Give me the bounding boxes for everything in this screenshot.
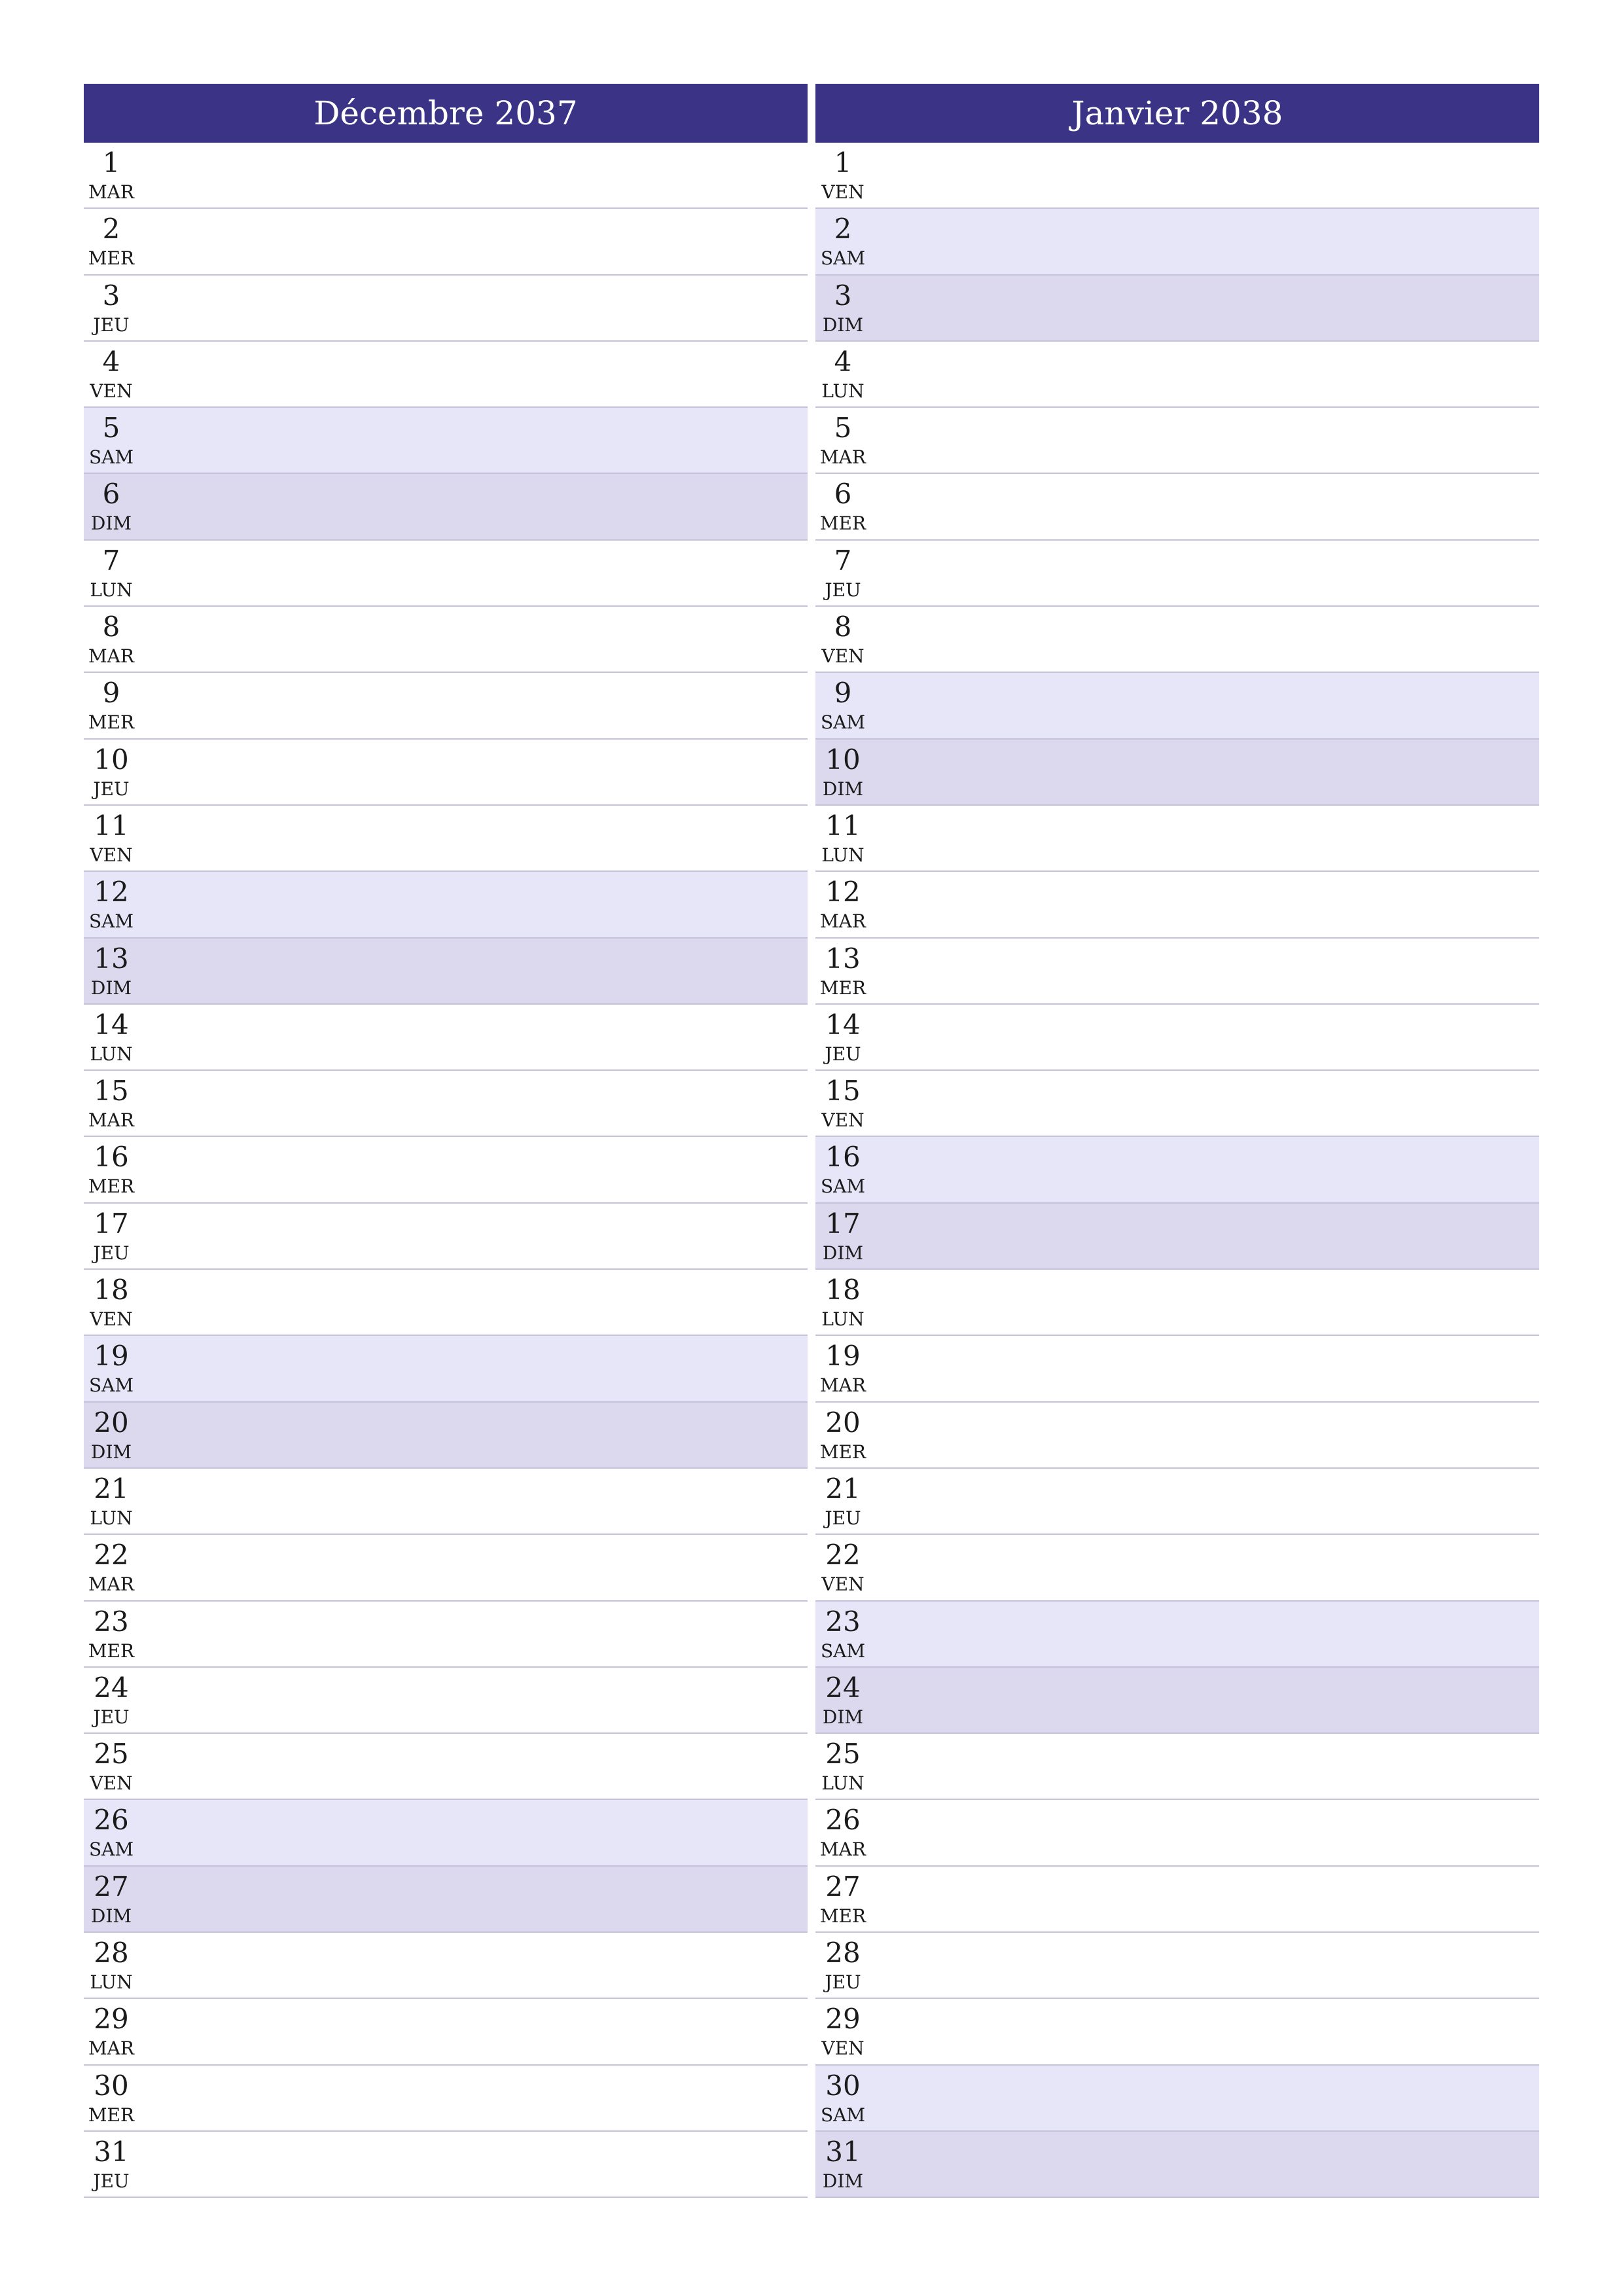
weekday-label: MER [88, 1640, 135, 1662]
day-row [84, 740, 808, 806]
day-number: 9 [834, 677, 852, 709]
day-number: 21 [825, 1472, 861, 1505]
weekday-label: JEU [93, 2170, 130, 2192]
day-row [815, 276, 1539, 342]
day-row [84, 408, 808, 474]
day-list [815, 143, 1539, 2198]
day-row [84, 939, 808, 1005]
weekday-label: VEN [821, 1109, 865, 1132]
day-row [84, 1734, 808, 1800]
weekday-label: MER [819, 1441, 866, 1463]
weekday-label: LUN [821, 380, 865, 402]
day-row [84, 607, 808, 673]
weekday-label: MER [819, 512, 866, 535]
day-number: 6 [834, 478, 852, 511]
day-number: 11 [94, 809, 129, 842]
day-row [815, 1999, 1539, 2065]
day-row [84, 342, 808, 408]
weekday-label: DIM [90, 977, 132, 999]
day-number: 16 [825, 1141, 861, 1174]
weekday-label: SAM [820, 711, 866, 734]
weekday-label: LUN [90, 1971, 133, 1994]
day-row [815, 1668, 1539, 1734]
weekday-label: MER [88, 2104, 135, 2126]
day-row [815, 2066, 1539, 2132]
weekday-label: DIM [822, 1706, 864, 1728]
day-row [815, 1071, 1539, 1137]
weekday-label: DIM [90, 1441, 132, 1463]
month-title: Janvier 2038 [815, 84, 1539, 143]
day-number: 7 [834, 544, 852, 577]
day-row [84, 209, 808, 275]
day-number: 1 [102, 147, 120, 179]
weekday-label: VEN [90, 844, 133, 866]
month-january-2038 [815, 84, 1539, 2198]
weekday-label: VEN [821, 1573, 865, 1596]
day-row [84, 1336, 808, 1402]
day-row [815, 209, 1539, 275]
day-number: 28 [825, 1937, 861, 1969]
day-number: 5 [102, 412, 120, 444]
weekday-label: JEU [93, 314, 130, 336]
weekday-label: LUN [821, 1772, 865, 1795]
day-row [815, 1535, 1539, 1601]
weekday-label: JEU [93, 1242, 130, 1264]
day-row [815, 2132, 1539, 2198]
day-row [815, 1403, 1539, 1469]
weekday-label: VEN [821, 2037, 865, 2060]
weekday-label: SAM [820, 2104, 866, 2126]
weekday-label: SAM [88, 910, 134, 933]
day-row [84, 1204, 808, 1270]
day-number: 3 [834, 279, 852, 312]
day-number: 26 [94, 1804, 129, 1837]
weekday-label: JEU [93, 1706, 130, 1728]
day-row [815, 1602, 1539, 1668]
day-number: 14 [825, 1008, 861, 1041]
day-row [84, 276, 808, 342]
weekday-label: MAR [820, 1374, 866, 1397]
day-number: 20 [825, 1406, 861, 1439]
two-month-calendar [84, 84, 1539, 2198]
day-number: 21 [94, 1472, 129, 1505]
day-number: 30 [94, 2069, 129, 2102]
day-number: 23 [94, 1605, 129, 1638]
day-row [815, 673, 1539, 739]
day-row [815, 474, 1539, 540]
day-row [84, 1602, 808, 1668]
weekday-label: LUN [90, 1043, 133, 1065]
weekday-label: LUN [90, 1507, 133, 1529]
day-number: 10 [94, 743, 129, 776]
day-row [84, 1270, 808, 1336]
weekday-label: DIM [822, 2170, 864, 2192]
day-row [815, 939, 1539, 1005]
day-row [815, 1005, 1539, 1071]
day-row [815, 342, 1539, 408]
weekday-label: SAM [88, 1374, 134, 1397]
day-number: 2 [834, 213, 852, 245]
day-row [84, 2132, 808, 2198]
day-row [84, 1867, 808, 1933]
day-row [84, 673, 808, 739]
day-number: 29 [825, 2003, 861, 2036]
month-december-2037 [84, 84, 808, 2198]
day-row [815, 740, 1539, 806]
day-row [815, 1270, 1539, 1336]
weekday-label: LUN [821, 844, 865, 866]
day-number: 23 [825, 1605, 861, 1638]
day-number: 4 [102, 345, 120, 378]
day-row [815, 1933, 1539, 1999]
day-number: 28 [94, 1937, 129, 1969]
weekday-label: DIM [90, 512, 132, 535]
day-number: 24 [825, 1671, 861, 1704]
day-number: 19 [94, 1340, 129, 1372]
day-number: 27 [825, 1870, 861, 1903]
day-number: 8 [102, 611, 120, 643]
day-row [84, 1005, 808, 1071]
day-number: 13 [94, 942, 129, 975]
day-row [815, 541, 1539, 607]
day-row [815, 1137, 1539, 1203]
day-number: 19 [825, 1340, 861, 1372]
day-number: 22 [825, 1539, 861, 1571]
day-row [84, 806, 808, 872]
day-row [815, 607, 1539, 673]
day-row [815, 806, 1539, 872]
day-number: 12 [825, 876, 861, 908]
day-number: 26 [825, 1804, 861, 1837]
day-number: 31 [825, 2135, 861, 2168]
day-number: 22 [94, 1539, 129, 1571]
weekday-label: MAR [820, 1839, 866, 1861]
day-number: 29 [94, 2003, 129, 2036]
weekday-label: MAR [820, 446, 866, 469]
day-row [84, 474, 808, 540]
weekday-label: JEU [825, 1507, 861, 1529]
weekday-label: SAM [88, 446, 134, 469]
weekday-label: VEN [90, 380, 133, 402]
day-number: 20 [94, 1406, 129, 1439]
day-number: 4 [834, 345, 852, 378]
weekday-label: LUN [90, 579, 133, 601]
day-row [84, 1999, 808, 2065]
weekday-label: MAR [88, 1109, 134, 1132]
day-number: 9 [102, 677, 120, 709]
weekday-label: VEN [90, 1772, 133, 1795]
day-row [84, 1668, 808, 1734]
day-row [84, 1137, 808, 1203]
day-number: 7 [102, 544, 120, 577]
day-number: 24 [94, 1671, 129, 1704]
weekday-label: SAM [820, 1175, 866, 1198]
day-number: 2 [102, 213, 120, 245]
weekday-label: LUN [821, 1308, 865, 1331]
day-row [84, 872, 808, 938]
weekday-label: SAM [820, 1640, 866, 1662]
day-row [84, 541, 808, 607]
weekday-label: JEU [825, 1043, 861, 1065]
weekday-label: DIM [90, 1905, 132, 1927]
day-number: 10 [825, 743, 861, 776]
weekday-label: VEN [821, 181, 865, 203]
weekday-label: MAR [820, 910, 866, 933]
day-row [84, 2066, 808, 2132]
day-row [815, 1204, 1539, 1270]
day-number: 1 [834, 147, 852, 179]
weekday-label: DIM [822, 1242, 864, 1264]
day-row [84, 1469, 808, 1535]
day-list [84, 143, 808, 2198]
weekday-label: MAR [88, 181, 134, 203]
day-number: 31 [94, 2135, 129, 2168]
day-number: 17 [94, 1207, 129, 1240]
day-number: 3 [102, 279, 120, 312]
day-number: 18 [825, 1274, 861, 1306]
weekday-label: MER [88, 1175, 135, 1198]
day-row [84, 1071, 808, 1137]
weekday-label: MAR [88, 2037, 134, 2060]
weekday-label: MER [819, 977, 866, 999]
day-row [815, 1800, 1539, 1866]
day-row [84, 1800, 808, 1866]
day-number: 13 [825, 942, 861, 975]
weekday-label: JEU [825, 1971, 861, 1994]
day-number: 25 [825, 1738, 861, 1770]
day-number: 15 [825, 1075, 861, 1107]
day-row [815, 1867, 1539, 1933]
weekday-label: MAR [88, 645, 134, 668]
day-number: 11 [825, 809, 861, 842]
weekday-label: MAR [88, 1573, 134, 1596]
day-row [815, 143, 1539, 209]
day-number: 5 [834, 412, 852, 444]
weekday-label: MER [88, 711, 135, 734]
day-row [815, 408, 1539, 474]
weekday-label: DIM [822, 778, 864, 800]
day-number: 14 [94, 1008, 129, 1041]
weekday-label: JEU [93, 778, 130, 800]
day-row [84, 1403, 808, 1469]
day-row [815, 1336, 1539, 1402]
weekday-label: DIM [822, 314, 864, 336]
day-number: 30 [825, 2069, 861, 2102]
day-number: 12 [94, 876, 129, 908]
day-row [84, 1933, 808, 1999]
day-number: 6 [102, 478, 120, 511]
day-row [815, 1469, 1539, 1535]
day-number: 16 [94, 1141, 129, 1174]
month-title: Décembre 2037 [84, 84, 808, 143]
day-number: 18 [94, 1274, 129, 1306]
weekday-label: MER [88, 247, 135, 270]
day-number: 27 [94, 1870, 129, 1903]
day-number: 25 [94, 1738, 129, 1770]
day-number: 8 [834, 611, 852, 643]
weekday-label: VEN [90, 1308, 133, 1331]
day-number: 17 [825, 1207, 861, 1240]
weekday-label: SAM [820, 247, 866, 270]
day-row [815, 1734, 1539, 1800]
weekday-label: JEU [825, 579, 861, 601]
day-row [84, 1535, 808, 1601]
day-row [815, 872, 1539, 938]
day-row [84, 143, 808, 209]
weekday-label: SAM [88, 1839, 134, 1861]
weekday-label: MER [819, 1905, 866, 1927]
weekday-label: VEN [821, 645, 865, 668]
day-number: 15 [94, 1075, 129, 1107]
